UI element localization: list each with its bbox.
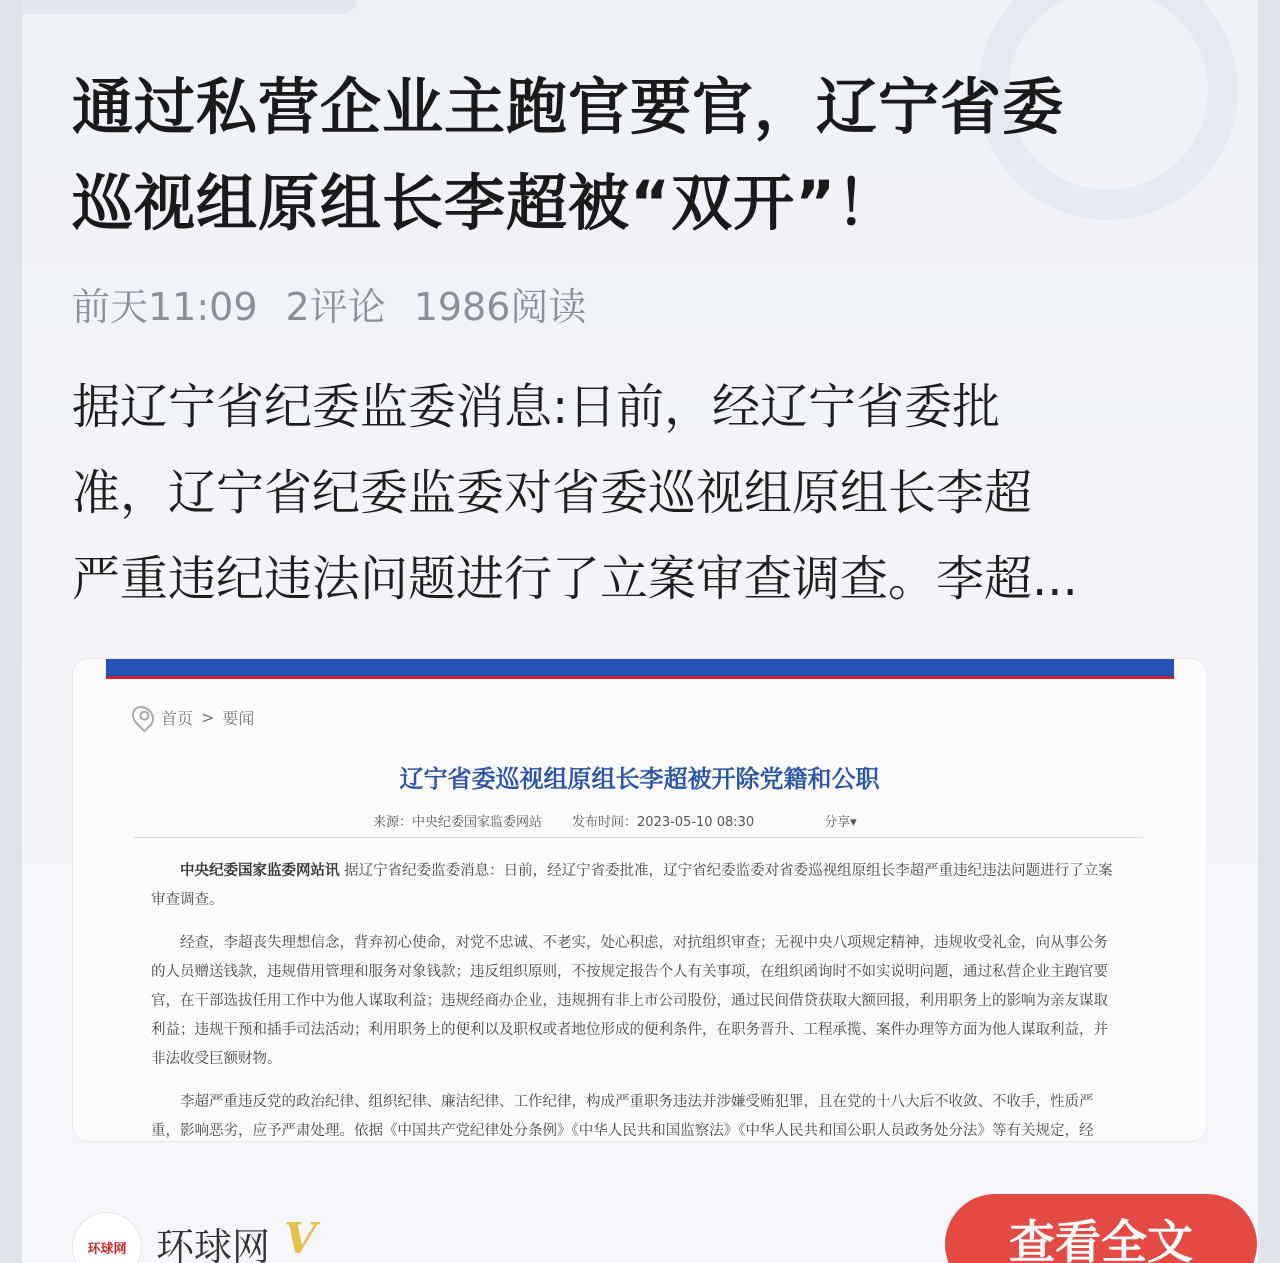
comment-count: 2评论 [285,284,386,329]
screenshot-paragraph-3: 李超严重违反党的政治纪律、组织纪律、廉洁纪律、工作纪律，构成严重职务违法并涉嫌受贿犯罪，且在党的十八大后不收敛、不收手，性质严重，影响恶劣，应予严肃处理。依据《中国共产党纪律处分条例》《中华人民共和国监察法》《中华人民共和国公职人员政务处分法》等有关规定，经 [151,1094,1094,1139]
screenshot-paragraph-1 [151,857,1116,915]
screenshot-title: 辽宁省委巡视组原组长李超被开除党籍和公职 [399,765,880,793]
article-headline[interactable] [72,60,1212,252]
source-logo-text: 环球网 [87,1241,127,1257]
read-full-article-button[interactable]: 查看全文 [945,1194,1257,1263]
breadcrumb [133,705,254,729]
screenshot-paragraph-1-text: 据辽宁省纪委监委消息：日前，经辽宁省委批准，辽宁省纪委监委对省委巡视组原组长李超严重违纪违法问题进行了立案审查调查。 [151,863,1113,908]
screenshot-published: 发布时间：2023-05-10 08:30 [572,815,755,830]
read-count: 1986阅读 [413,284,587,329]
screenshot-paragraph-1-lead: 中央纪委国家监委网站讯 [180,863,340,879]
article-footer [72,1208,1258,1263]
screenshot-info [373,811,857,830]
summary-line-2: 准，辽宁省纪委监委对省委巡视组原组长李超 [72,465,1033,521]
summary-line-1: 据辽宁省纪委监委消息:日前，经辽宁省委批 [72,379,1001,435]
headline-line-2: 巡视组原组长李超被“双开”！ [72,168,899,239]
location-pin-icon [127,701,158,732]
screenshot-source: 来源：中央纪委国家监委网站 [373,815,543,830]
breadcrumb-section: 要闻 [222,708,255,728]
screenshot-body [151,857,1116,1142]
screenshot-paragraph-2: 经查，李超丧失理想信念，背弃初心使命，对党不忠诚、不老实，处心积虑，对抗组织审查；无视中央八项规定精神，违规收受礼金，向从事公务的人员赠送钱款，违规借用管理和服务对象钱款；违反组织原则，不按规定报告个人有关事项，在组织函询时不如实说明问题，通过私营企业主跑官要官，在干部选拔任用工作中为他人谋取利益；违规经商办企业，违规拥有非上市公司股份，通过民间借贷获取大额回报，利用职务上的影响为亲友谋取利益；违规干预和插手司法活动；利用职务上的便利以及职权或者地位形成的便利条件，在职务晋升、工程承揽、案件办理等方面为他人谋取利益，并非法收受巨额财物。 [151,935,1108,1067]
source-logo[interactable] [72,1212,142,1263]
top-strip [22,0,357,14]
verified-badge-icon: V [284,1214,317,1263]
breadcrumb-separator: > [201,707,215,727]
source-name[interactable]: 环球网 [156,1225,271,1263]
summary-line-3: 严重违纪违法问题进行了立案审查调查。李超... [72,551,1078,607]
breadcrumb-home: 首页 [161,708,194,728]
screenshot-navbar [106,659,1174,679]
screenshot-divider [133,837,1143,838]
article-summary[interactable] [72,364,1212,622]
screenshot-share: 分享▾ [824,815,857,830]
article-meta [72,278,586,328]
publish-time: 前天11:09 [72,284,258,329]
headline-line-1: 通过私营企业主跑官要官，辽宁省委 [72,72,1065,143]
article-image[interactable] [72,658,1207,1142]
article-card[interactable] [22,0,1258,1263]
